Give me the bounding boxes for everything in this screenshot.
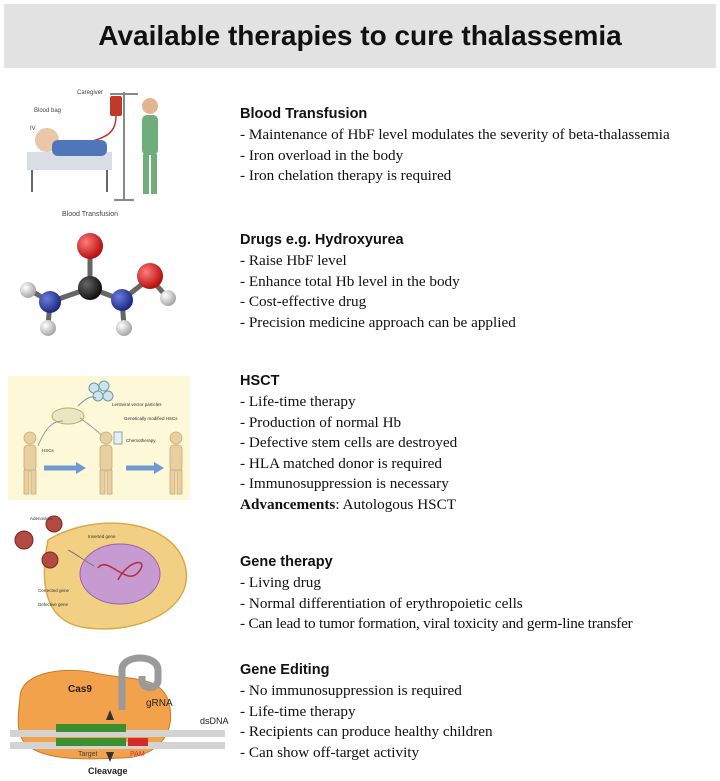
label-vector-particles: Lentiviral vector particles <box>112 402 162 407</box>
bullet-line: - Life-time therapy <box>240 393 356 410</box>
label-chemotherapy: Chemotherapy <box>126 438 156 443</box>
hydroxyurea-molecule <box>10 228 180 346</box>
label-pam: PAM <box>130 751 145 758</box>
bullet-line: - Enhance total Hb level in the body <box>240 272 460 290</box>
bullet-line: - Iron chelation therapy is required <box>240 167 452 184</box>
label-cas9: Cas9 <box>68 684 92 695</box>
hydrogen-atom <box>40 320 56 336</box>
section-blood-transfusion <box>240 106 718 187</box>
section-title: HSCT <box>240 373 280 389</box>
bullet-line: - Production of normal Hb <box>240 413 402 431</box>
oxygen-atom <box>137 263 163 289</box>
section-title: Blood Transfusion <box>240 106 368 122</box>
gene-therapy-illustration <box>8 510 192 634</box>
bullet-line: - Recipients can produce healthy children <box>240 723 493 740</box>
section-hsct <box>240 373 718 515</box>
section-gene-editing <box>240 662 718 763</box>
hsct-illustration <box>8 376 190 500</box>
bullet-line: - Cost-effective drug <box>240 293 367 310</box>
label-adenovirus: Adenovirus <box>30 516 53 521</box>
nitrogen-atom <box>111 289 133 311</box>
oxygen-atom <box>77 233 103 259</box>
bullet-line: - Iron overload in the body <box>240 146 404 164</box>
bullet-line: - HLA matched donor is required <box>240 454 443 472</box>
nitrogen-atom <box>39 291 61 313</box>
bullet-line: - Defective stem cells are destroyed <box>240 434 458 451</box>
advancements-text: : Autologous HSCT <box>335 495 457 513</box>
label-grna: gRNA <box>146 698 173 709</box>
carbon-atom <box>78 276 102 300</box>
label-defective-gene: Defective gene <box>38 602 69 607</box>
label-dsdna: dsDNA <box>200 716 229 726</box>
bullet-line: - Normal differentiation of erythropoietic cells <box>240 594 523 612</box>
gene-editing-illustration <box>10 650 230 778</box>
section-drugs <box>240 232 718 333</box>
bullet-line: - Can lead to tumor formation, viral toxicity and germ-line transfer <box>240 615 633 632</box>
bullet-line: - Living drug <box>240 574 321 591</box>
bullet-line: - Precision medicine approach can be applied <box>240 313 516 331</box>
blood-transfusion-illustration <box>22 82 172 222</box>
label-target: Target <box>78 751 98 758</box>
section-title: Drugs e.g. Hydroxyurea <box>240 232 404 248</box>
advancements-label: Advancements <box>240 495 336 513</box>
label-corrected-gene: Corrected gene <box>38 588 70 593</box>
section-gene-therapy <box>240 554 718 635</box>
bullet-line: - Life-time therapy <box>240 702 356 720</box>
transfusion-caption: Blood Transfusion <box>62 211 119 218</box>
hydrogen-atom <box>20 282 36 298</box>
label-iv: IV <box>30 126 36 132</box>
label-caregiver: Caregiver <box>77 90 104 96</box>
page-title: Available therapies to cure thalassemia <box>98 20 622 51</box>
bullet-line: - Maintenance of HbF level modulates the severity of beta-thalassemia <box>240 126 670 143</box>
label-inserted-gene: Inserted gene <box>88 534 116 539</box>
bullet-line: - Can show off-target activity <box>240 743 420 761</box>
advancements-line <box>240 495 718 516</box>
section-title: Gene Editing <box>240 662 330 678</box>
label-blood-bag: Blood bag <box>34 108 62 114</box>
hydrogen-atom <box>116 320 132 336</box>
label-hscs: HSCs <box>42 448 54 453</box>
bullet-line: - Raise HbF level <box>240 252 347 269</box>
section-title: Gene therapy <box>240 554 333 570</box>
label-cleavage: Cleavage <box>88 766 128 776</box>
title-banner <box>4 4 716 68</box>
label-modified-hscs: Genetically modified HSCs <box>124 416 178 421</box>
hydrogen-atom <box>160 290 176 306</box>
bullet-line: - No immunosuppression is required <box>240 682 462 699</box>
bullet-line: - Immunosuppression is necessary <box>240 475 449 492</box>
